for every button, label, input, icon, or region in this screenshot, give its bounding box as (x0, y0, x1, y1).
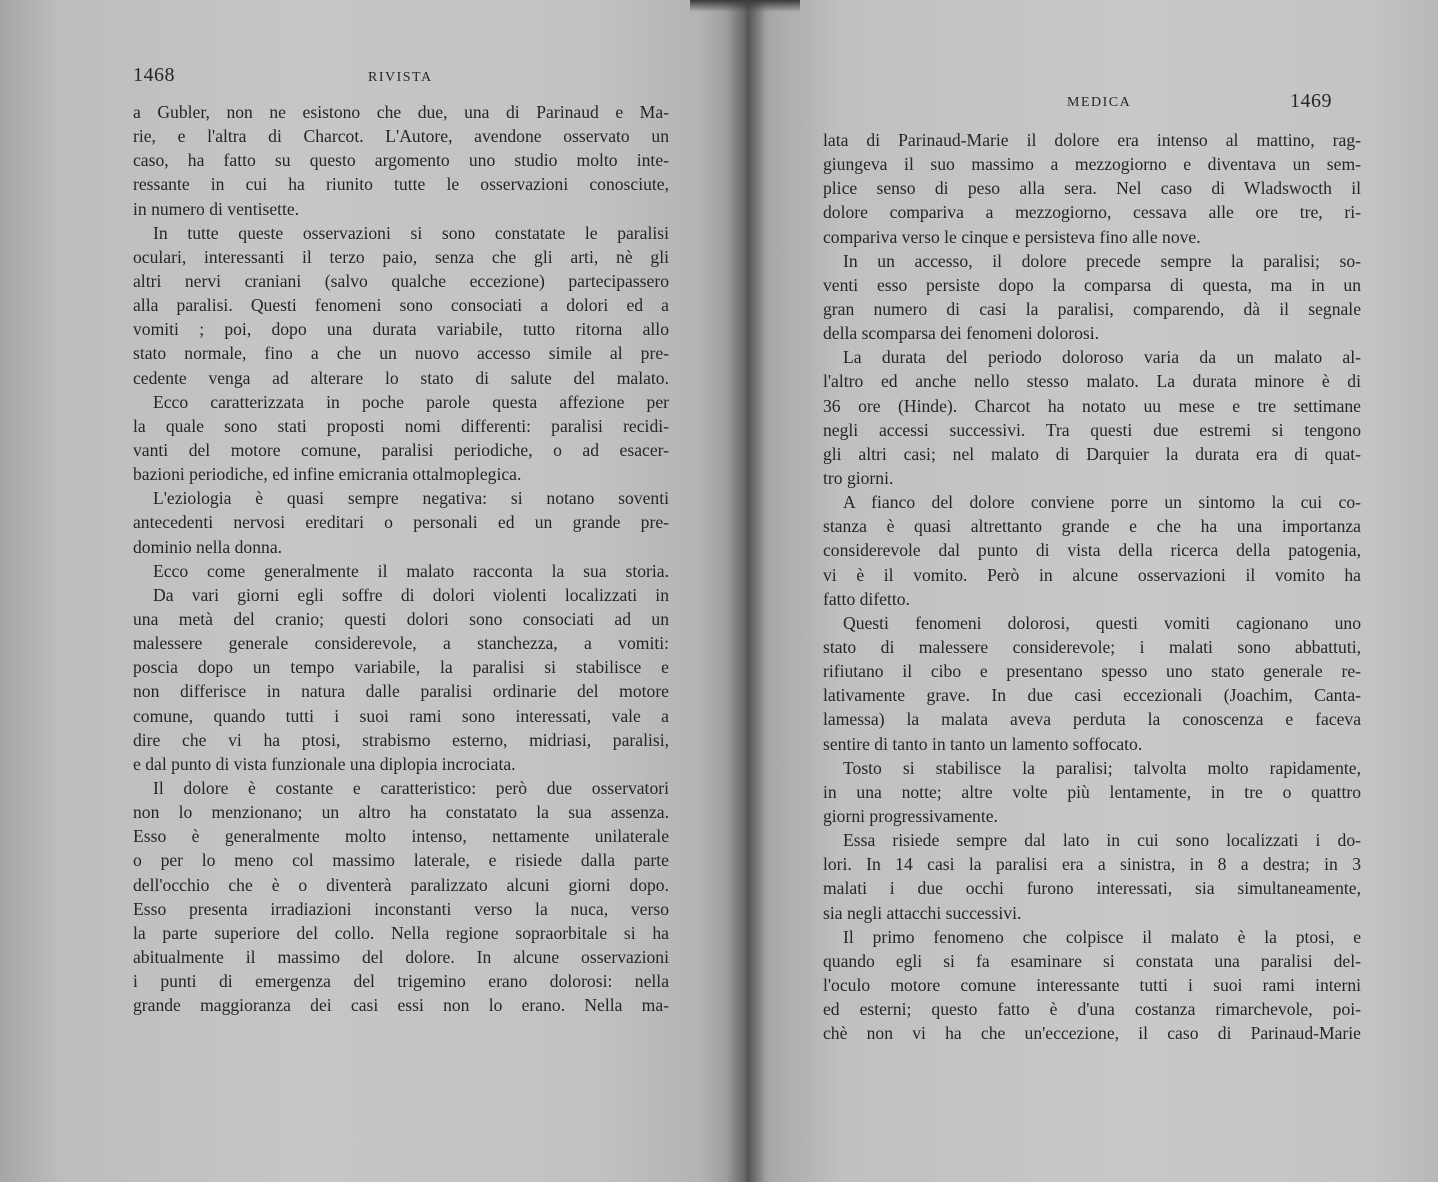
text-line: quando egli si fa esaminare si constata una paralisi del- (823, 950, 1361, 971)
text-line: giorni progressivamente. (823, 805, 998, 826)
right-page (745, 0, 1438, 1182)
text-line: considerevole dal punto di vista della ricerca della patogenia, (823, 540, 1361, 561)
text-line: cedente venga ad alterare lo stato di salute del malato. (133, 367, 669, 388)
text-line: della scomparsa dei fenomeni dolorosi. (823, 323, 1100, 344)
text-line: a Gubler, non ne esistono che due, una di Parinaud e Ma- (133, 102, 669, 122)
text-line: lori. In 14 casi la paralisi era a sinistra, in 8 a destra; in 3 (823, 854, 1361, 875)
text-line: Questi fenomeni dolorosi, questi vomiti cagionano uno (843, 612, 1361, 633)
text-line: rie, e l'altra di Charcot. L'Autore, avendone osservato un (133, 126, 669, 147)
text-line: Tosto si stabilisce la paralisi; talvolta molto rapidamente, (843, 757, 1361, 778)
text-line: lamessa) la malata aveva perduta la conoscenza e faceva (823, 709, 1361, 730)
text-line: non lo menzionano; un altro ha constatato la sua assenza. (133, 802, 669, 823)
text-line: dominio nella donna. (133, 536, 283, 557)
text-line: comune, quando tutti i suoi rami sono interessati, vale a (133, 705, 669, 726)
text-line: la quale sono stati proposti nomi differenti: paralisi recidi- (133, 415, 669, 436)
left-running-title: RIVISTA (368, 70, 433, 85)
text-line: In tutte queste osservazioni si sono constatate le paralisi (153, 222, 669, 243)
text-line: gran numero di casi la paralisi, comparendo, dà il segnale (823, 298, 1361, 319)
text-line: Ecco come generalmente il malato racconta la sua storia. (153, 560, 669, 581)
text-line: dell'occhio che è o diventerà paralizzato alcuni giorni dopo. (133, 874, 669, 895)
text-line: antecedenti nervosi ereditari o personali ed un grande pre- (133, 512, 669, 533)
text-line: sentire di tanto in tanto un lamento soffocato. (823, 733, 1143, 754)
text-line: La durata del periodo doloroso varia da un malato al- (843, 347, 1361, 368)
text-line: Il primo fenomeno che colpisce il malato è la ptosi, e (843, 926, 1361, 947)
text-line: sia negli attacchi successivi. (823, 902, 1022, 923)
text-line: l'altro ed anche nello stesso malato. La durata minore è di (823, 371, 1361, 392)
text-line: rifiutano il cibo e presentano spesso uno stato generale re- (823, 661, 1361, 682)
text-line: In un accesso, il dolore precede sempre la paralisi; so- (843, 250, 1361, 271)
text-line: l'oculo motore comune interessante tutti i suoi rami interni (823, 974, 1361, 995)
text-line: alla paralisi. Questi fenomeni sono consociati a dolori ed a (133, 295, 669, 316)
text-line: Ecco caratterizzata in poche parole questa affezione per (153, 391, 669, 412)
text-line: compariva verso le cinque e persisteva fino alle nove. (823, 226, 1201, 247)
text-line: altri nervi craniani (salvo qualche eccezione) partecipassero (133, 270, 669, 291)
text-line: o per lo meno col massimo laterale, e risiede dalla parte (133, 850, 669, 871)
text-line: vi è il vomito. Però in alcune osservazioni il vomito ha (823, 564, 1361, 585)
text-line: la parte superiore del collo. Nella regione sopraorbitale si ha (133, 922, 669, 943)
right-text-block (823, 128, 1361, 1045)
text-line: venti esso persiste dopo la comparsa di questa, ma in un (823, 274, 1361, 295)
left-page-number: 1468 (133, 64, 175, 86)
text-line: lata di Parinaud-Marie il dolore era intenso al mattino, rag- (823, 130, 1361, 150)
text-line: gli altri casi; nel malato di Darquier la durata era di quat- (823, 443, 1361, 464)
text-line: 36 ore (Hinde). Charcot ha notato uu mese e tre settimane (823, 395, 1361, 416)
text-line: tro giorni. (823, 467, 894, 488)
text-line: Da vari giorni egli soffre di dolori violenti localizzati in (153, 584, 669, 605)
text-line: vomiti ; poi, dopo una durata variabile, tutto ritorna allo (133, 319, 669, 340)
text-line: fatto difetto. (823, 588, 910, 609)
text-line: caso, ha fatto su questo argomento uno studio molto inte- (133, 150, 669, 171)
text-line: bazioni periodiche, ed infine emicrania ottalmoplegica. (133, 464, 522, 485)
text-line: dolore compariva a mezzogiorno, cessava alle ore tre, ri- (823, 202, 1361, 223)
text-line: oculari, interessanti il terzo paio, senza che gli arti, nè gli (133, 246, 669, 267)
text-line: giungeva il suo massimo a mezzogiorno e diventava un sem- (823, 154, 1361, 175)
text-line: stato normale, fino a che un nuovo accesso simile al pre- (133, 343, 669, 364)
text-line: negli accessi successivi. Tra questi due estremi si tengono (823, 419, 1361, 440)
text-line: Esso è generalmente molto intenso, nettamente unilaterale (133, 826, 669, 847)
text-line: grande maggioranza dei casi essi non lo erano. Nella ma- (133, 995, 669, 1016)
text-line: in numero di ventisette. (133, 198, 300, 219)
text-line: dire che vi ha ptosi, strabismo esterno, midriasi, paralisi, (133, 729, 669, 750)
text-line: ed esterni; questo fatto è d'una costanza rimarchevole, poi- (823, 999, 1361, 1020)
text-line: ressante in cui ha riunito tutte le osservazioni conosciute, (133, 174, 669, 195)
text-line: malessere generale considerevole, a stanchezza, a vomiti: (133, 633, 669, 654)
text-line: Il dolore è costante e caratteristico: però due osservatori (153, 777, 669, 798)
text-line: Essa risiede sempre dal lato in cui sono localizzati i do- (843, 830, 1361, 851)
text-line: non differisce in natura dalle paralisi ordinarie del motore (133, 681, 669, 702)
right-page-number: 1469 (1290, 90, 1332, 112)
text-line: malati i due occhi furono interessati, sia simultaneamente, (823, 878, 1361, 899)
text-line: i punti di emergenza del trigemino erano dolorosi: nella (133, 971, 669, 992)
left-text-block (133, 100, 669, 1017)
right-running-title: MEDICA (1067, 95, 1132, 110)
text-line: e dal punto di vista funzionale una diplopia incrociata. (133, 753, 516, 774)
text-line: chè non vi ha che un'eccezione, il caso di Parinaud-Marie (823, 1023, 1361, 1044)
text-line: Esso presenta irradiazioni inconstanti verso la nuca, verso (133, 898, 669, 919)
text-line: poscia dopo un tempo variabile, la paralisi si stabilisce e (133, 657, 669, 678)
text-line: stanza è quasi altrettanto grande e che ha una importanza (823, 516, 1361, 537)
text-line: stato di malessere considerevole; i malati sono abbattuti, (823, 636, 1361, 657)
text-line: lativamente grave. In due casi eccezionali (Joachim, Canta- (823, 685, 1361, 706)
text-line: L'eziologia è quasi sempre negativa: si notano soventi (153, 488, 669, 509)
text-line: A fianco del dolore conviene porre un sintomo la cui co- (843, 492, 1361, 513)
text-line: plice senso di peso alla sera. Nel caso di Wladswocth il (823, 178, 1361, 199)
text-line: abitualmente il massimo del dolore. In alcune osservazioni (133, 946, 669, 967)
text-line: in una notte; altre volte più lentamente, in tre o quattro (823, 781, 1361, 802)
text-line: una metà del cranio; questi dolori sono consociati ad un (133, 608, 669, 629)
text-line: vanti del motore comune, paralisi periodiche, o ad esacer- (133, 439, 669, 460)
